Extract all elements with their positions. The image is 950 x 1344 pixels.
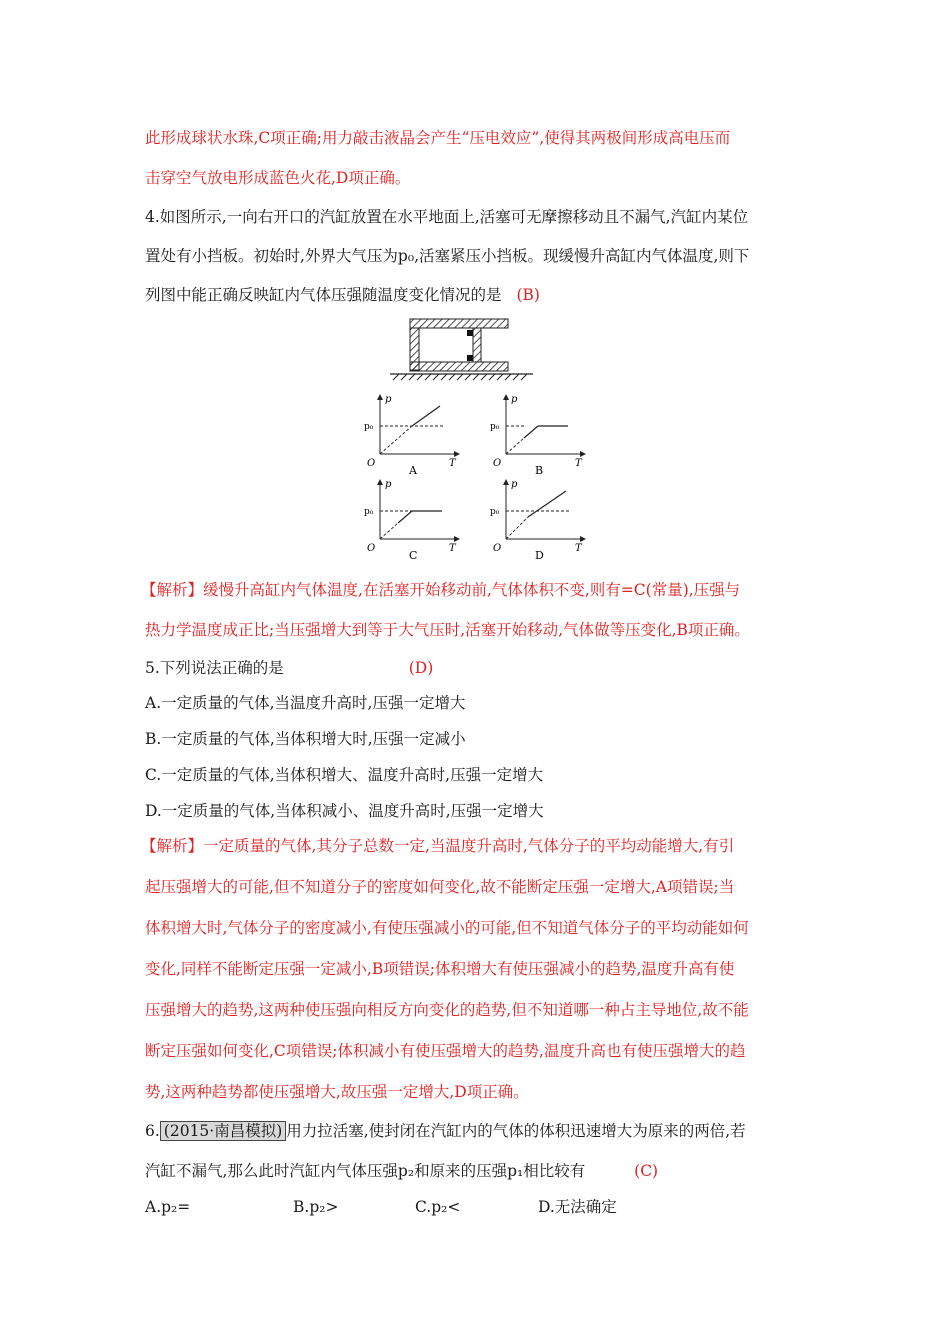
dashed-segment <box>380 426 412 454</box>
q6-source-tag: (2015·南昌模拟) <box>160 1121 286 1141</box>
origin-label: O <box>367 458 376 469</box>
cylinder-diagram <box>385 312 535 382</box>
x-axis-label: T <box>575 543 582 554</box>
p0-label: p₀ <box>364 507 374 517</box>
p0-label: p₀ <box>364 422 374 432</box>
q5-option: A.一定质量的气体,当温度升高时,压强一定增大 <box>145 694 466 712</box>
x-axis-label: T <box>449 458 456 469</box>
explanation-text: 缓慢升高缸内气体温度,在活塞开始移动前,气体体积不变,则有=C(常量),压强与 <box>203 581 741 599</box>
q6-stem-line <box>145 1161 658 1181</box>
y-axis-label: p <box>511 394 518 405</box>
dashed-segment <box>506 438 524 454</box>
prev-explanation-line: 击穿空气放电形成蓝色火花,D项正确。 <box>145 169 411 187</box>
q6-option: A.p₂= <box>145 1198 191 1216</box>
explanation-text: 一定质量的气体,其分子总数一定,当温度升高时,气体分子的平均动能增大,有引 <box>203 837 735 855</box>
q5-explanation-line: 起压强增大的可能,但不知道分子的密度如何变化,故不能断定压强一定增大,A项错误;当 <box>145 878 735 896</box>
y-axis-label: p <box>385 479 392 490</box>
q6-stem-text: 用力拉活塞,使封闭在汽缸内的气体的体积迅速增大为原来的两倍,若 <box>286 1122 746 1140</box>
q4-explanation-line <box>141 580 740 600</box>
graph-line <box>412 406 440 426</box>
dashed-segment <box>506 517 528 539</box>
y-axis-arrow <box>503 479 509 485</box>
q5-explanation-line: 势,这两种趋势都使压强增大,故压强一定增大,D项正确。 <box>145 1083 529 1101</box>
q5-option: B.一定质量的气体,当体积增大时,压强一定减小 <box>145 730 466 748</box>
x-axis-arrow <box>580 451 586 457</box>
graph-a <box>362 392 462 476</box>
q4-stem-line: 4.如图所示,一向右开口的汽缸放置在水平地面上,活塞可无摩擦移动且不漏气,汽缸内某位 <box>145 208 749 226</box>
dashed-segment <box>380 523 398 539</box>
q5-explanation-line: 压强增大的趋势,这两种使压强向相反方向变化的趋势,但不知道哪一种占主导地位,故不能 <box>145 1001 749 1019</box>
q6-answer: (C) <box>634 1162 659 1180</box>
explanation-tag: 【解析】 <box>141 837 204 855</box>
q6-option: B.p₂> <box>293 1198 339 1216</box>
graph-label: C <box>409 549 418 561</box>
q4-stem-line <box>145 285 540 305</box>
q6-number: 6. <box>145 1122 160 1140</box>
q5-explanation-line: 体积增大时,气体分子的密度减小,有使压强减小的可能,但不知道气体分子的平均动能如何 <box>145 919 749 937</box>
graph-label: D <box>535 549 544 561</box>
y-axis-arrow <box>503 394 509 400</box>
q5-stem-text: 5.下列说法正确的是 <box>145 659 284 677</box>
q4-stem-text: 列图中能正确反映缸内气体压强随温度变化情况的是 <box>145 286 502 304</box>
graph-line <box>398 511 412 523</box>
q4-answer: (B) <box>516 286 540 304</box>
graph-label: A <box>409 464 417 476</box>
y-axis-label: p <box>385 394 392 405</box>
stopper <box>467 355 473 361</box>
origin-label: O <box>493 543 502 554</box>
stopper <box>467 330 473 336</box>
y-axis-label: p <box>511 479 518 490</box>
cylinder-top-wall <box>410 319 508 328</box>
graph-label: B <box>535 464 544 476</box>
graph-line <box>524 426 538 438</box>
q4-explanation-line: 热力学温度成正比;当压强增大到等于大气压时,活塞开始移动,气体做等压变化,B项正确。 <box>145 621 750 639</box>
q5-option: C.一定质量的气体,当体积增大、温度升高时,压强一定增大 <box>145 766 544 784</box>
explanation-tag: 【解析】 <box>141 581 204 599</box>
origin-label: O <box>493 458 502 469</box>
graph-line <box>528 491 566 517</box>
q5-explanation-line: 断定压强如何变化,C项错误;体积减小有使压强增大的趋势,温度升高也有使压强增大的趋 <box>145 1042 746 1060</box>
x-axis-label: T <box>449 543 456 554</box>
q4-stem-line: 置处有小挡板。初始时,外界大气压为p₀,活塞紧压小挡板。现缓慢升高缸内气体温度,则下 <box>145 247 750 265</box>
graph-d <box>488 477 588 561</box>
q6-option: D.无法确定 <box>538 1198 617 1216</box>
q5-explanation-line: 变化,同样不能断定压强一定减小,B项错误;体积增大有使压强减小的趋势,温度升高有使 <box>145 960 735 978</box>
q6-stem-line <box>145 1121 746 1141</box>
p0-label: p₀ <box>490 507 500 517</box>
p0-label: p₀ <box>490 422 500 432</box>
q5-explanation-line <box>141 836 734 856</box>
q6-option: C.p₂< <box>415 1198 461 1216</box>
q6-stem-text: 汽缸不漏气,那么此时汽缸内气体压强p₂和原来的压强p₁相比较有 <box>145 1162 586 1180</box>
x-axis-label: T <box>575 458 582 469</box>
q5-stem-line <box>145 658 433 678</box>
x-axis-arrow <box>454 536 460 542</box>
q5-answer: (D) <box>408 659 434 677</box>
cylinder-bottom-wall <box>410 362 508 371</box>
q5-option: D.一定质量的气体,当体积减小、温度升高时,压强一定增大 <box>145 802 544 820</box>
x-axis-arrow <box>580 536 586 542</box>
ground-hatch <box>393 374 527 380</box>
graph-b <box>488 392 588 476</box>
y-axis-arrow <box>377 479 383 485</box>
origin-label: O <box>367 543 376 554</box>
piston <box>473 328 481 362</box>
prev-explanation-line: 此形成球状水珠,C项正确;用力敲击液晶会产生“压电效应”,使得其两极间形成高电压而 <box>145 129 731 147</box>
graph-c <box>362 477 462 561</box>
x-axis-arrow <box>454 451 460 457</box>
y-axis-arrow <box>377 394 383 400</box>
